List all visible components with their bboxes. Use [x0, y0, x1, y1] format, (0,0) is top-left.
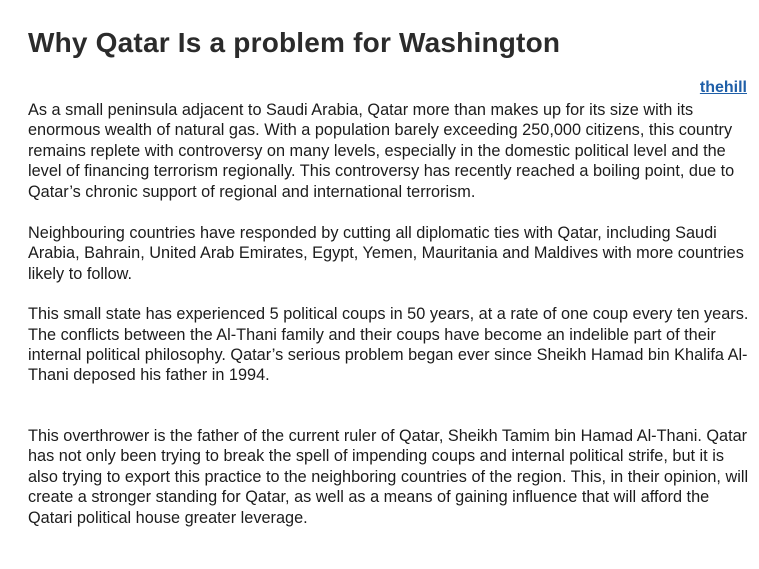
article	[28, 0, 750, 528]
paragraph-intro: As a small peninsula adjacent to Saudi Arabia, Qatar more than makes up for its size with its enormous wealth of natural gas. With a population barely exceeding 250,000 citizens, this country remains replete with controversy on many levels, especially in the domestic political level and the level of financing terrorism regionally. This controversy has recently reached a boiling point, due to Qatar’s chronic support of regional and international terrorism.	[28, 101, 735, 201]
article-title: Why Qatar Is a problem for Washington	[28, 27, 561, 58]
paragraph-coups: This small state has experienced 5 political coups in 50 years, at a rate of one coup every ten years. The conflicts between the Al-Thani family and their coups have become an indelible part of their internal political philosophy. Qatar’s serious problem began ever since Sheikh Hamad bin Khalifa Al-Thani deposed his father in 1994.	[28, 305, 749, 385]
paragraph-diplomatic-ties: Neighbouring countries have responded by cutting all diplomatic ties with Qatar, including Saudi Arabia, Bahrain, United Arab Emirates, Egypt, Yemen, Mauritania and Maldives with more countries likely to follow.	[28, 224, 744, 283]
source-link[interactable]: thehill	[699, 79, 747, 96]
source-row	[28, 79, 750, 101]
paragraph-overthrower: This overthrower is the father of the current ruler of Qatar, Sheikh Tamim bin Hamad Al-Thani. Qatar has not only been trying to break the spell of impending coups and internal political strife, but it is also trying to export this practice to the neighboring countries of the region. This, in their opinion, will create a stronger standing for Qatar, as well as a means of gaining influence that will afford the Qatari political house greater leverage.	[28, 426, 749, 527]
